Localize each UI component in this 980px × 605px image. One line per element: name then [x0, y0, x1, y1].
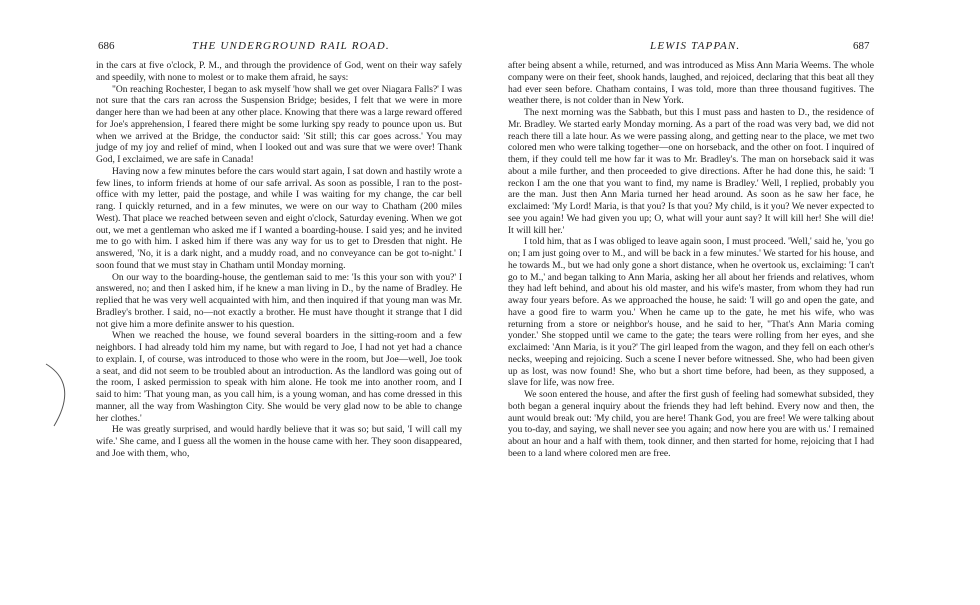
right-page-header: [490, 40, 980, 56]
left-paragraph-6: He was greatly surprised, and would hardly believe that it was so; but said, 'I will call my wife.' She came, and I guess all the women in the house came with her. They soon disappeared, and Joe with them, who,: [96, 424, 462, 459]
right-paragraph-4: We soon entered the house, and after the first gush of feeling had somewhat subsided, they both began a general inquiry about the friends they had left behind. Every now and then, the aunt would break out: 'My child, you are here! Thank God, you are free! We were talking about you to-day, and saying, we shall never see you again; and now here you are with us.' I remained about an hour and a half with them, took dinner, and then started for home, rejoicing that I had been to a land where colored men are free.: [508, 389, 874, 459]
right-running-head: LEWIS TAPPAN.: [650, 40, 741, 52]
right-page-body: [508, 60, 874, 460]
margin-pencil-mark: [32, 360, 92, 430]
right-paragraph-3: I told him, that as I was obliged to leave again soon, I must proceed. 'Well,' said he, 'you go on; I am just going over to M., and will be back in a few minutes.' We started for his house, and he towards M., but we had only gone a short distance, when he overtook us, exclaiming: 'I can't go to M.,' and began talking to Ann Maria, asking her all about her friends and relatives, whom they had left behind, and about his old master, and his wife's master, from whom they had run away four years before. As we approached the house, he said: 'I will go and open the gate, and have a good fire to warm you.' When he came up to the gate, he met his wife, who was returning from a store or neighbor's house, and he said to her, "That's Ann Maria coming yonder.' She stopped until we came to the gate; the tears were rolling from her eyes, and she exclaimed: 'Ann Maria, is it you?' The girl leaped from the wagon, and they fell on each other's necks, weeping and rejoicing. Such a scene I never before witnessed. She, who had been given up as lost, was now found! She, who but a short time before, had been, as they supposed, a slave for life, was now free.: [508, 236, 874, 389]
left-page-body: [96, 60, 462, 460]
left-paragraph-1: in the cars at five o'clock, P. M., and through the providence of God, went on their way safely and speedily, with none to molest or to make them afraid, he says:: [96, 60, 462, 83]
right-page: [490, 0, 980, 605]
left-page-header: [0, 40, 490, 56]
left-paragraph-2: "On reaching Rochester, I began to ask myself 'how shall we get over Niagara Falls?' I was not sure that the cars ran across the Suspension Bridge; besides, I felt that we were in more danger here than we had been at any other place. Knowing that there was a large reward offered for Joe's apprehension, I feared there might be some lurking spy ready to pounce upon us. But when we arrived at the Bridge, the conductor said: 'Sit still; this car goes across.' You may judge of my joy and relief of mind, when I looked out and was sure that we were over! Thank God, I exclaimed, we are safe in Canada!: [96, 83, 462, 165]
right-page-number: 687: [853, 40, 870, 52]
left-paragraph-4: On our way to the boarding-house, the gentleman said to me: 'Is this your son with you?' I answered, no; and then I asked him, if he knew a man living in D., by the name of Bradley. He replied that he was very well acquainted with him, and then inquired if that young man was Mr. Bradley's brother. I said, no—not exactly a brother. He must have thought it strange that I did not give him a more definite answer to his question.: [96, 271, 462, 330]
left-paragraph-5: When we reached the house, we found several boarders in the sitting-room and a few neighbors. I had already told him my name, but with regard to Joe, I had not yet had a chance to explain. I, of course, was introduced to those who were in the room, but Joe—well, Joe took a seat, and did not seem to be troubled about an introduction. As the landlord was going out of the room, I asked permission to speak with him alone. He took me into another room, and I said to him: 'That young man, as you call him, is a young woman, and has come dressed in this manner, all the way from Washington City. She would be very glad now to be able to change her clothes.': [96, 330, 462, 424]
left-page-number: 686: [98, 40, 115, 52]
left-running-head: THE UNDERGROUND RAIL ROAD.: [192, 40, 390, 52]
right-paragraph-1: after being absent a while, returned, and was introduced as Miss Ann Maria Weems. The whole company were on their feet, shook hands, laughed, and rejoiced, declaring that this beat all they had ever seen before. Chatham contains, I was told, more than three thousand fugitives. The weather there, is not colder than in New York.: [508, 60, 874, 107]
right-paragraph-2: The next morning was the Sabbath, but this I must pass and hasten to D., the residence of Mr. Bradley. We started early Monday morning. As a part of the road was very bad, we did not reach there till a late hour. As we were passing along, and getting near to the place, we met two colored men who were talking together—one on horseback, and the other on foot. I inquired of them, if they could tell me how far it was to Mr. Bradley's. The man on horseback said it was about a mile further, and then proceeded to give directions. After he had done this, he said: 'I reckon I am the one that you want to find, my name is Bradley.' Well, I replied, probably you are the man. Just then Ann Maria turned her head around. As soon as he saw her face, he exclaimed: 'My Lord! Maria, is that you? Is that you? My child, is it you? We never expected to see you again! We had given you up; O, what will your aunt say? It will kill her! She will die! It will kill her.': [508, 107, 874, 236]
left-paragraph-3: Having now a few minutes before the cars would start again, I sat down and hastily wrote a few lines, to inform friends at home of our safe arrival. As soon as possible, I ran to the post-office with my letter, paid the postage, and while I was waiting for my change, the car bell rang. I quickly returned, and in a few minutes, we were on our way to Chatham (200 miles West). That place we reached between seven and eight o'clock, Saturday evening. When we got out, we met a gentleman who asked me if I wanted a boarding-house. I said yes; and he invited me to go with him. I asked him if there was any way for us to get to Dresden that night. He answered, 'No, it is a dark night, and a muddy road, and no conveyance can be got to-night.' I soon found that we must stay in Chatham until Monday morning.: [96, 165, 462, 271]
